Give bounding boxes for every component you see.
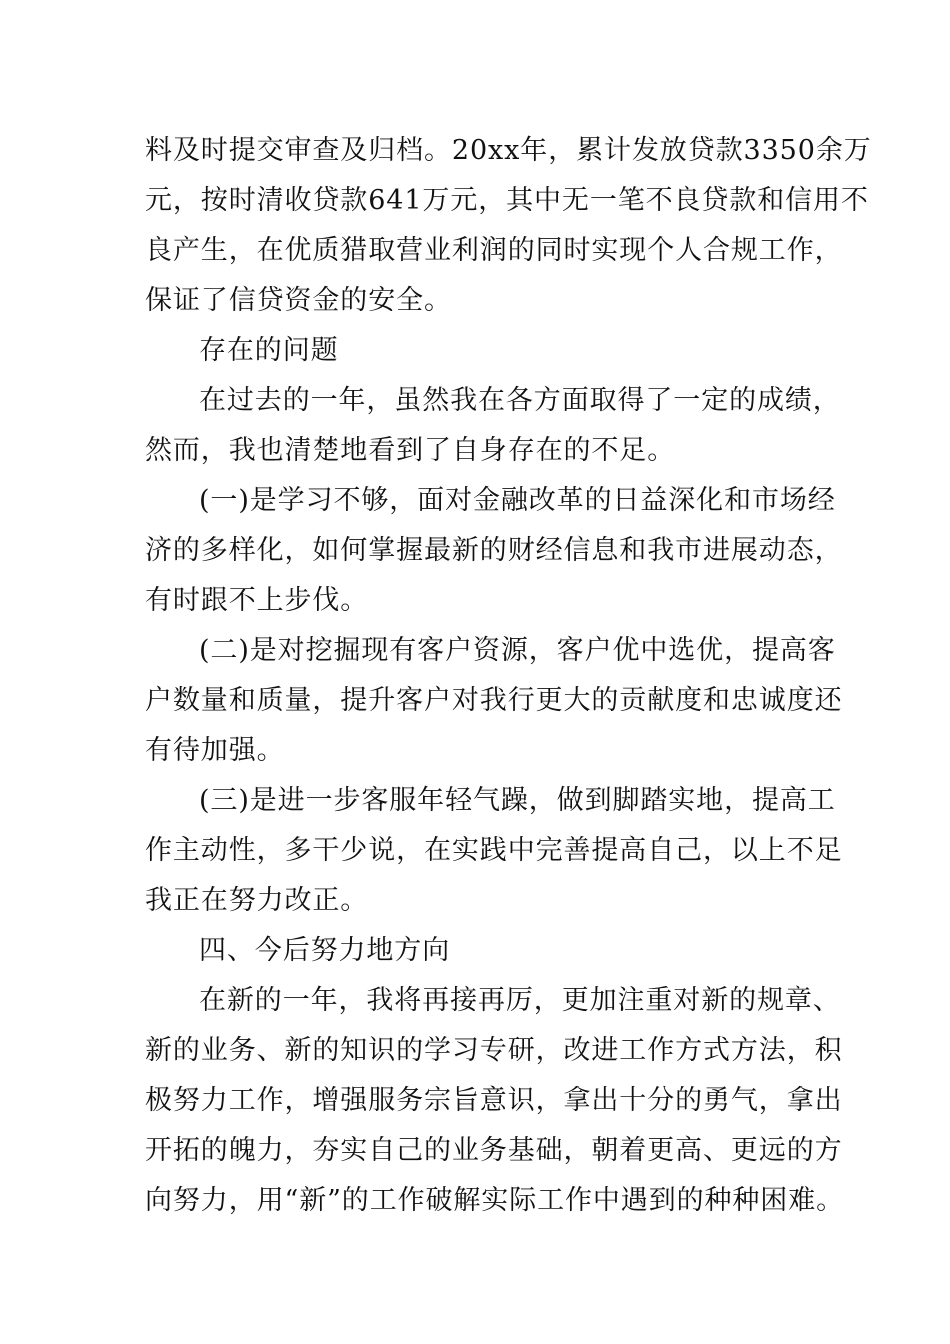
heading-line: 四、今后努力地方向 <box>199 935 451 966</box>
text-line: (二)是对挖掘现有客户资源，客户优中选优，提高客 <box>199 635 836 666</box>
text-line: 元，按时清收贷款641万元，其中无一笔不良贷款和信用不 <box>145 185 869 216</box>
text-line: 有待加强。 <box>145 735 285 766</box>
text-line: 向努力，用“新”的工作破解实际工作中遇到的种种困难。 <box>145 1185 845 1216</box>
section-heading-problems <box>145 326 810 376</box>
text-line: 良产生，在优质猎取营业利润的同时实现个人合规工作， <box>145 235 843 266</box>
text-line: 有时跟不上步伐。 <box>145 585 369 616</box>
text-line: 户数量和质量，提升客户对我行更大的贡献度和忠诚度还 <box>145 685 843 716</box>
text-line: 开拓的魄力，夯实自己的业务基础，朝着更高、更远的方 <box>145 1135 843 1166</box>
text-line: 料及时提交审查及归档。20xx年，累计发放贷款3350余万 <box>145 135 872 166</box>
text-line: 保证了信贷资金的安全。 <box>145 285 452 316</box>
paragraph-problem-two <box>145 626 843 776</box>
text-line: (三)是进一步客服年轻气躁，做到脚踏实地，提高工 <box>199 785 836 816</box>
paragraph-problem-three <box>145 776 843 926</box>
document-page <box>145 126 872 1226</box>
text-line: 在过去的一年，虽然我在各方面取得了一定的成绩， <box>199 385 841 416</box>
text-line: 济的多样化，如何掌握最新的财经信息和我市进展动态， <box>145 535 843 566</box>
text-line: 新的业务、新的知识的学习专研，改进工作方式方法，积 <box>145 1035 843 1066</box>
paragraph-past-year <box>145 376 841 476</box>
text-line: (一)是学习不够，面对金融改革的日益深化和市场经 <box>199 485 836 516</box>
text-line: 在新的一年，我将再接再厉，更加注重对新的规章、 <box>199 985 841 1016</box>
section-heading-future-direction <box>145 926 810 976</box>
text-line: 然而，我也清楚地看到了自身存在的不足。 <box>145 435 676 466</box>
paragraph-problem-one <box>145 476 843 626</box>
heading-line: 存在的问题 <box>199 335 339 366</box>
paragraph-loan-summary <box>145 126 872 326</box>
text-line: 我正在努力改正。 <box>145 885 369 916</box>
paragraph-new-year <box>145 976 845 1226</box>
text-line: 作主动性，多干少说，在实践中完善提高自己，以上不足 <box>145 835 843 866</box>
text-line: 极努力工作，增强服务宗旨意识，拿出十分的勇气，拿出 <box>145 1085 843 1116</box>
